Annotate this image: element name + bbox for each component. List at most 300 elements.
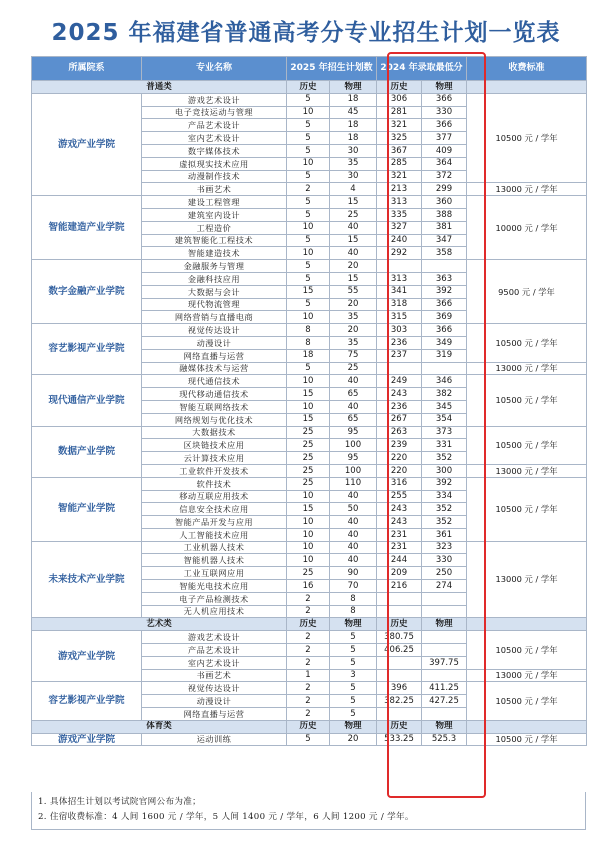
score-history: 327 — [377, 221, 422, 234]
score-physics: 349 — [422, 336, 467, 349]
score-physics: 300 — [422, 464, 467, 477]
plan-history: 25 — [287, 439, 330, 452]
college-cell: 数字金融产业学院 — [32, 260, 142, 324]
major-name: 建设工程管理 — [142, 196, 287, 209]
enrollment-table-container — [31, 56, 586, 746]
plan-history: 5 — [287, 93, 330, 106]
plan-physics: 95 — [330, 426, 377, 439]
plan-physics: 45 — [330, 106, 377, 119]
plan-history: 5 — [287, 234, 330, 247]
major-name: 人工智能技术应用 — [142, 528, 287, 541]
score-history: 267 — [377, 413, 422, 426]
major-name: 智能建造技术 — [142, 247, 287, 260]
score-physics: 377 — [422, 132, 467, 145]
plan-physics: 95 — [330, 452, 377, 465]
score-physics: 330 — [422, 106, 467, 119]
footnote-2: 2. 住宿收费标准：4 人间 1600 元 / 学年，5 人间 1400 元 / 学年，6 人间 1200 元 / 学年。 — [38, 812, 414, 822]
score-physics: 373 — [422, 426, 467, 439]
plan-history: 8 — [287, 324, 330, 337]
sub-history: 历史 — [377, 81, 422, 94]
plan-physics: 50 — [330, 503, 377, 516]
major-name: 动漫制作技术 — [142, 170, 287, 183]
score-physics: 354 — [422, 413, 467, 426]
plan-physics: 35 — [330, 157, 377, 170]
major-name: 工业软件开发技术 — [142, 464, 287, 477]
major-name: 大数据技术 — [142, 426, 287, 439]
plan-physics: 70 — [330, 580, 377, 593]
plan-physics: 75 — [330, 349, 377, 362]
major-name: 动漫设计 — [142, 695, 287, 708]
fee-cell: 10500 元 / 学年 — [467, 375, 587, 426]
score-physics: 331 — [422, 439, 467, 452]
plan-physics: 40 — [330, 554, 377, 567]
score-history — [377, 260, 422, 273]
plan-physics: 5 — [330, 708, 377, 721]
score-history: 216 — [377, 580, 422, 593]
score-history: 406.25 — [377, 644, 422, 657]
score-history: 213 — [377, 183, 422, 196]
plan-physics: 8 — [330, 605, 377, 618]
score-physics: 366 — [422, 298, 467, 311]
college-cell: 游戏产业学院 — [32, 93, 142, 195]
score-physics: 392 — [422, 285, 467, 298]
section-blank — [467, 81, 587, 94]
plan-physics: 20 — [330, 733, 377, 746]
major-name: 智能互联网络技术 — [142, 400, 287, 413]
plan-history: 2 — [287, 656, 330, 669]
college-cell: 智能建造产业学院 — [32, 196, 142, 260]
header-plan-2025: 2025 年招生计划数 — [287, 57, 377, 81]
major-name: 动漫设计 — [142, 336, 287, 349]
plan-physics: 100 — [330, 439, 377, 452]
plan-history: 5 — [287, 208, 330, 221]
score-physics: 347 — [422, 234, 467, 247]
score-history: 240 — [377, 234, 422, 247]
plan-history: 5 — [287, 196, 330, 209]
sub-history: 历史 — [377, 618, 422, 631]
plan-physics: 40 — [330, 221, 377, 234]
score-history — [377, 708, 422, 721]
plan-physics: 18 — [330, 132, 377, 145]
table-row — [32, 196, 587, 209]
plan-history: 10 — [287, 554, 330, 567]
sub-history: 历史 — [287, 81, 330, 94]
fee-cell: 13000 元 / 学年 — [467, 464, 587, 477]
score-history: 243 — [377, 388, 422, 401]
plan-physics: 5 — [330, 695, 377, 708]
score-physics: 334 — [422, 490, 467, 503]
score-history: 325 — [377, 132, 422, 145]
major-name: 云计算技术应用 — [142, 452, 287, 465]
score-history: 220 — [377, 452, 422, 465]
major-name: 现代通信技术 — [142, 375, 287, 388]
college-cell: 游戏产业学院 — [32, 631, 142, 682]
college-cell: 游戏产业学院 — [32, 733, 142, 746]
score-physics: 358 — [422, 247, 467, 260]
plan-history: 5 — [287, 272, 330, 285]
table-row — [32, 93, 587, 106]
score-physics: 364 — [422, 157, 467, 170]
major-name: 书画艺术 — [142, 669, 287, 682]
plan-history: 15 — [287, 285, 330, 298]
major-name: 室内艺术设计 — [142, 132, 287, 145]
score-history — [377, 592, 422, 605]
major-name: 工业机器人技术 — [142, 541, 287, 554]
major-name: 金融服务与管理 — [142, 260, 287, 273]
major-name: 区块链技术应用 — [142, 439, 287, 452]
score-physics: 352 — [422, 516, 467, 529]
plan-physics: 55 — [330, 285, 377, 298]
score-physics: 381 — [422, 221, 467, 234]
plan-history: 10 — [287, 541, 330, 554]
section-row-tiyu — [32, 720, 587, 733]
score-physics: 363 — [422, 272, 467, 285]
score-history: 239 — [377, 439, 422, 452]
score-history: 367 — [377, 144, 422, 157]
plan-history: 2 — [287, 708, 330, 721]
section-blank — [467, 618, 587, 631]
section-label: 普通类 — [32, 81, 287, 94]
score-history: 315 — [377, 311, 422, 324]
plan-history: 5 — [287, 362, 330, 375]
plan-physics: 65 — [330, 388, 377, 401]
plan-history: 15 — [287, 413, 330, 426]
plan-history: 10 — [287, 311, 330, 324]
plan-physics: 4 — [330, 183, 377, 196]
plan-physics: 8 — [330, 592, 377, 605]
major-name: 软件技术 — [142, 477, 287, 490]
score-physics: 299 — [422, 183, 467, 196]
major-name: 视觉传达设计 — [142, 324, 287, 337]
major-name: 融媒体技术与运营 — [142, 362, 287, 375]
plan-physics: 30 — [330, 170, 377, 183]
major-name: 虚拟现实技术应用 — [142, 157, 287, 170]
score-history: 237 — [377, 349, 422, 362]
plan-history: 18 — [287, 349, 330, 362]
plan-history: 10 — [287, 516, 330, 529]
score-history: 382.25 — [377, 695, 422, 708]
plan-physics: 18 — [330, 93, 377, 106]
score-history: 263 — [377, 426, 422, 439]
score-physics: 346 — [422, 375, 467, 388]
score-history: 231 — [377, 528, 422, 541]
header-fee: 收费标准 — [467, 57, 587, 81]
sub-physics: 物理 — [330, 618, 377, 631]
plan-history: 15 — [287, 503, 330, 516]
fee-cell: 10500 元 / 学年 — [467, 631, 587, 669]
major-name: 网络直播与运营 — [142, 708, 287, 721]
section-label: 体育类 — [32, 720, 287, 733]
score-history: 209 — [377, 567, 422, 580]
score-physics — [422, 260, 467, 273]
plan-physics: 40 — [330, 400, 377, 413]
score-history: 313 — [377, 196, 422, 209]
college-cell: 现代通信产业学院 — [32, 375, 142, 426]
plan-physics: 35 — [330, 336, 377, 349]
major-name: 移动互联应用技术 — [142, 490, 287, 503]
major-name: 产品艺术设计 — [142, 644, 287, 657]
score-history: 285 — [377, 157, 422, 170]
score-history — [377, 656, 422, 669]
fee-cell: 13000 元 / 学年 — [467, 669, 587, 682]
score-history: 249 — [377, 375, 422, 388]
plan-physics: 20 — [330, 260, 377, 273]
plan-history: 10 — [287, 375, 330, 388]
fee-cell: 10500 元 / 学年 — [467, 426, 587, 464]
plan-physics: 40 — [330, 516, 377, 529]
score-physics: 250 — [422, 567, 467, 580]
major-name: 电子产品检测技术 — [142, 592, 287, 605]
major-name: 工程造价 — [142, 221, 287, 234]
score-history: 281 — [377, 106, 422, 119]
plan-physics: 5 — [330, 644, 377, 657]
plan-physics: 40 — [330, 490, 377, 503]
score-physics: 427.25 — [422, 695, 467, 708]
sub-physics: 物理 — [330, 720, 377, 733]
score-physics: 361 — [422, 528, 467, 541]
score-physics: 409 — [422, 144, 467, 157]
table-row — [32, 733, 587, 746]
footnote-1: 1. 具体招生计划以考试院官网公布为准； — [38, 797, 202, 807]
plan-history: 2 — [287, 682, 330, 695]
score-physics: 411.25 — [422, 682, 467, 695]
fee-cell: 10500 元 / 学年 — [467, 477, 587, 541]
plan-physics: 90 — [330, 567, 377, 580]
section-blank — [467, 720, 587, 733]
major-name: 书画艺术 — [142, 183, 287, 196]
score-history: 316 — [377, 477, 422, 490]
score-history — [377, 362, 422, 375]
plan-history: 25 — [287, 426, 330, 439]
major-name: 网络规划与优化技术 — [142, 413, 287, 426]
plan-history: 25 — [287, 567, 330, 580]
plan-history: 10 — [287, 106, 330, 119]
major-name: 无人机应用技术 — [142, 605, 287, 618]
plan-history: 8 — [287, 336, 330, 349]
major-name: 现代物流管理 — [142, 298, 287, 311]
major-name: 网络直播与运营 — [142, 349, 287, 362]
major-name: 游戏艺术设计 — [142, 631, 287, 644]
plan-history: 5 — [287, 733, 330, 746]
major-name: 网络营销与直播电商 — [142, 311, 287, 324]
major-name: 大数据与会计 — [142, 285, 287, 298]
plan-history: 2 — [287, 644, 330, 657]
header-college: 所属院系 — [32, 57, 142, 81]
plan-history: 2 — [287, 631, 330, 644]
score-physics: 360 — [422, 196, 467, 209]
plan-history: 2 — [287, 592, 330, 605]
plan-history: 5 — [287, 144, 330, 157]
table-row — [32, 324, 587, 337]
major-name: 室内艺术设计 — [142, 656, 287, 669]
college-cell: 未来技术产业学院 — [32, 541, 142, 618]
score-history: 244 — [377, 554, 422, 567]
enrollment-table — [31, 56, 587, 746]
plan-physics: 5 — [330, 656, 377, 669]
fee-cell: 10500 元 / 学年 — [467, 733, 587, 746]
major-name: 智能产品开发与应用 — [142, 516, 287, 529]
score-history: 243 — [377, 503, 422, 516]
major-name: 建筑室内设计 — [142, 208, 287, 221]
sub-physics: 物理 — [422, 81, 467, 94]
table-row — [32, 682, 587, 695]
major-name: 智能机器人技术 — [142, 554, 287, 567]
major-name: 产品艺术设计 — [142, 119, 287, 132]
score-physics: 525.3 — [422, 733, 467, 746]
college-cell: 容艺影视产业学院 — [32, 682, 142, 720]
plan-physics: 35 — [330, 311, 377, 324]
major-name: 智能光电技术应用 — [142, 580, 287, 593]
score-physics: 382 — [422, 388, 467, 401]
plan-history: 5 — [287, 119, 330, 132]
fee-cell: 13000 元 / 学年 — [467, 183, 587, 196]
plan-physics: 25 — [330, 208, 377, 221]
score-physics: 366 — [422, 324, 467, 337]
score-history: 335 — [377, 208, 422, 221]
plan-history: 25 — [287, 452, 330, 465]
table-row — [32, 426, 587, 439]
major-name: 游戏艺术设计 — [142, 93, 287, 106]
fee-cell: 10500 元 / 学年 — [467, 93, 587, 183]
score-history: 380.75 — [377, 631, 422, 644]
table-row — [32, 631, 587, 644]
score-history: 243 — [377, 516, 422, 529]
score-history: 341 — [377, 285, 422, 298]
major-name: 数字媒体技术 — [142, 144, 287, 157]
plan-physics: 40 — [330, 247, 377, 260]
score-history: 396 — [377, 682, 422, 695]
score-physics: 330 — [422, 554, 467, 567]
sub-history: 历史 — [287, 618, 330, 631]
major-name: 信息安全技术应用 — [142, 503, 287, 516]
score-history: 231 — [377, 541, 422, 554]
table-row — [32, 477, 587, 490]
plan-history: 5 — [287, 132, 330, 145]
score-history: 236 — [377, 336, 422, 349]
plan-history: 25 — [287, 464, 330, 477]
college-cell: 智能产业学院 — [32, 477, 142, 541]
score-history: 292 — [377, 247, 422, 260]
section-label: 艺术类 — [32, 618, 287, 631]
score-physics: 323 — [422, 541, 467, 554]
plan-physics: 65 — [330, 413, 377, 426]
plan-physics: 20 — [330, 298, 377, 311]
plan-physics: 100 — [330, 464, 377, 477]
plan-physics: 5 — [330, 631, 377, 644]
score-history: 321 — [377, 170, 422, 183]
sub-physics: 物理 — [422, 618, 467, 631]
header-score-2024: 2024 年录取最低分 — [377, 57, 467, 81]
plan-physics: 30 — [330, 144, 377, 157]
score-physics: 366 — [422, 93, 467, 106]
score-history: 236 — [377, 400, 422, 413]
score-physics: 274 — [422, 580, 467, 593]
section-row-putong — [32, 81, 587, 94]
table-header-row — [32, 57, 587, 81]
fee-cell: 13000 元 / 学年 — [467, 362, 587, 375]
score-history: 313 — [377, 272, 422, 285]
plan-history: 5 — [287, 260, 330, 273]
major-name: 现代移动通信技术 — [142, 388, 287, 401]
major-name: 工业互联网应用 — [142, 567, 287, 580]
score-physics: 352 — [422, 452, 467, 465]
score-physics — [422, 644, 467, 657]
score-physics: 372 — [422, 170, 467, 183]
sub-physics: 物理 — [422, 720, 467, 733]
fee-cell: 13000 元 / 学年 — [467, 541, 587, 618]
plan-physics: 40 — [330, 375, 377, 388]
header-major: 专业名称 — [142, 57, 287, 81]
plan-physics: 15 — [330, 234, 377, 247]
score-history: 318 — [377, 298, 422, 311]
plan-history: 2 — [287, 695, 330, 708]
score-physics — [422, 631, 467, 644]
major-name: 视觉传达设计 — [142, 682, 287, 695]
score-history: 255 — [377, 490, 422, 503]
sub-history: 历史 — [287, 720, 330, 733]
score-physics — [422, 592, 467, 605]
major-name: 电子竞技运动与管理 — [142, 106, 287, 119]
plan-physics: 18 — [330, 119, 377, 132]
plan-history: 10 — [287, 247, 330, 260]
score-physics: 388 — [422, 208, 467, 221]
fee-cell: 10500 元 / 学年 — [467, 324, 587, 362]
score-history: 220 — [377, 464, 422, 477]
footnotes — [31, 792, 586, 830]
score-physics — [422, 708, 467, 721]
table-row — [32, 541, 587, 554]
score-physics: 352 — [422, 503, 467, 516]
score-physics: 392 — [422, 477, 467, 490]
plan-history: 15 — [287, 388, 330, 401]
plan-physics: 15 — [330, 272, 377, 285]
table-row — [32, 375, 587, 388]
plan-physics: 20 — [330, 324, 377, 337]
score-physics: 319 — [422, 349, 467, 362]
sub-physics: 物理 — [330, 81, 377, 94]
plan-history: 1 — [287, 669, 330, 682]
sub-history: 历史 — [377, 720, 422, 733]
plan-history: 10 — [287, 157, 330, 170]
fee-cell: 9500 元 / 学年 — [467, 260, 587, 324]
score-physics: 366 — [422, 119, 467, 132]
section-row-yishu — [32, 618, 587, 631]
page-title: 2025 年福建省普通高考分专业招生计划一览表 — [51, 20, 561, 46]
table-row — [32, 260, 587, 273]
plan-history: 10 — [287, 490, 330, 503]
college-cell: 容艺影视产业学院 — [32, 324, 142, 375]
score-history — [377, 669, 422, 682]
college-cell: 数据产业学院 — [32, 426, 142, 477]
major-name: 运动训练 — [142, 733, 287, 746]
fee-cell: 10000 元 / 学年 — [467, 196, 587, 260]
score-history: 306 — [377, 93, 422, 106]
plan-physics: 5 — [330, 682, 377, 695]
score-physics — [422, 362, 467, 375]
plan-history: 5 — [287, 170, 330, 183]
score-physics — [422, 605, 467, 618]
plan-physics: 40 — [330, 541, 377, 554]
score-physics: 345 — [422, 400, 467, 413]
fee-cell: 10500 元 / 学年 — [467, 682, 587, 720]
plan-history: 16 — [287, 580, 330, 593]
score-physics: 397.75 — [422, 656, 467, 669]
plan-physics: 3 — [330, 669, 377, 682]
score-physics — [422, 669, 467, 682]
plan-history: 10 — [287, 221, 330, 234]
plan-physics: 110 — [330, 477, 377, 490]
major-name: 金融科技应用 — [142, 272, 287, 285]
